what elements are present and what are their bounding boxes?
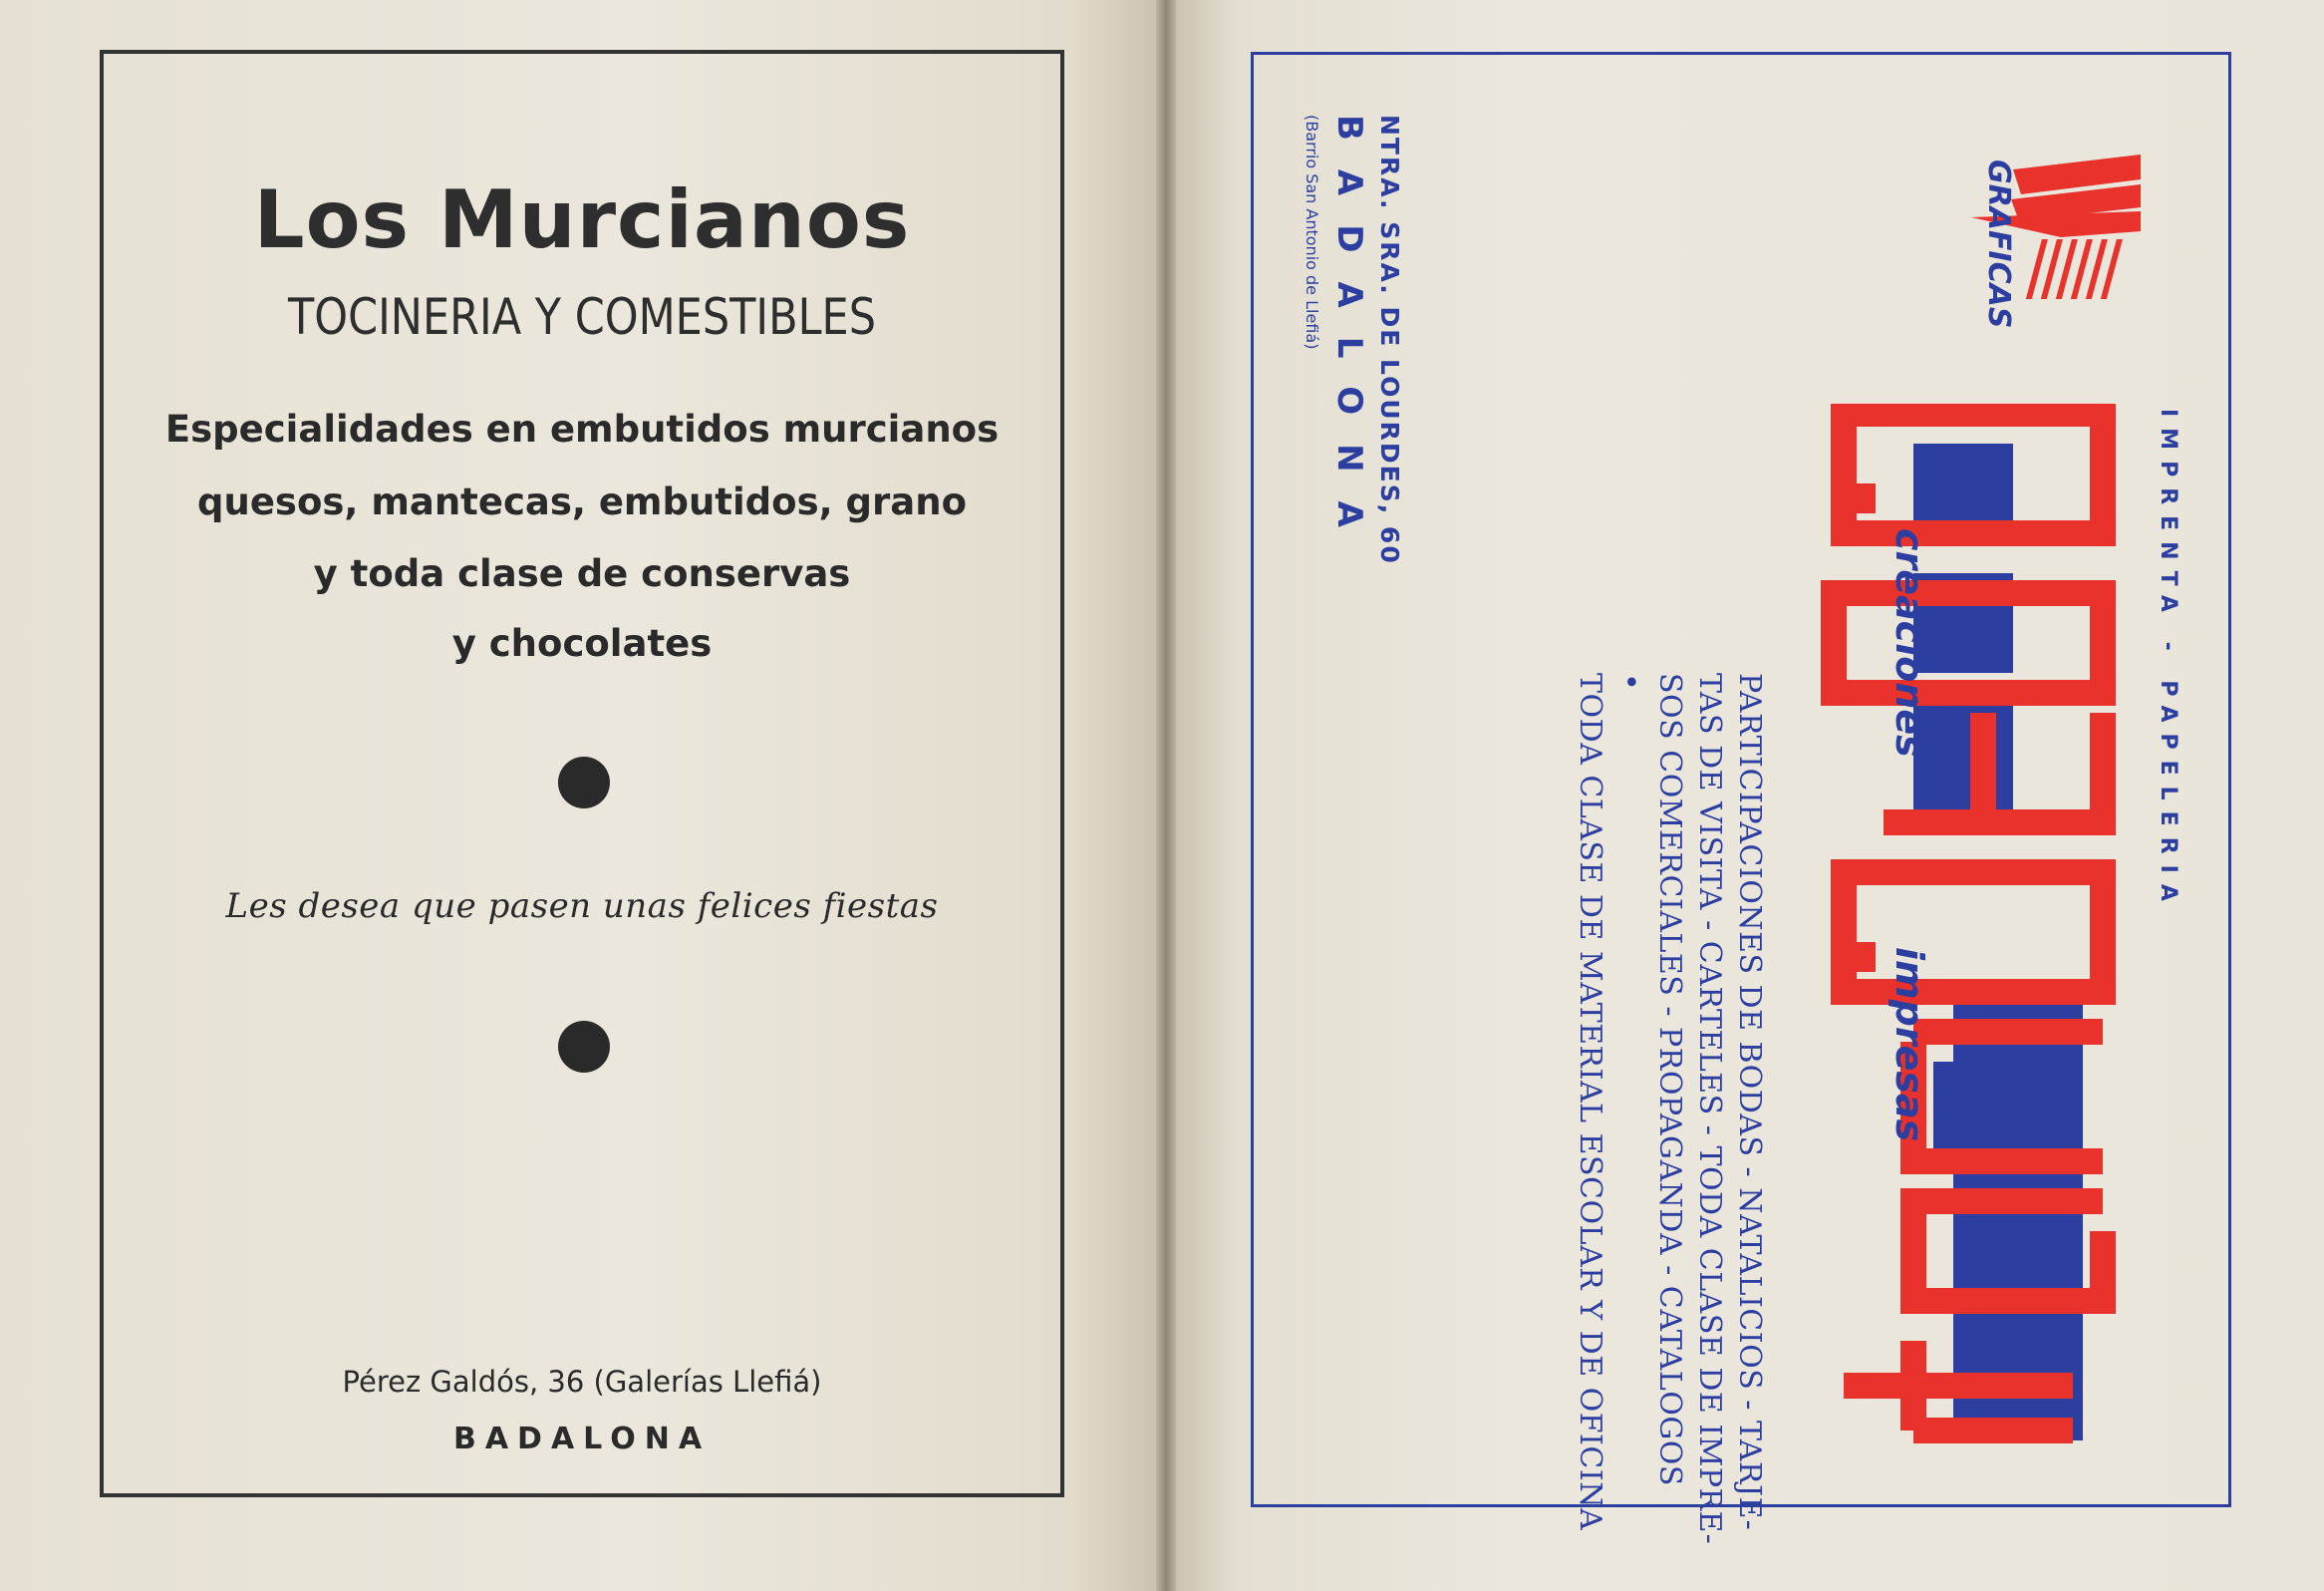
shop-address: Pérez Galdós, 36 (Galerías Llefiá) <box>342 1365 822 1399</box>
shop-city: BADALONA <box>452 1422 712 1456</box>
bullet-dot <box>558 757 610 808</box>
impresas-text: impresas <box>1888 947 1931 1142</box>
gongraf-logo <box>1814 404 2133 1450</box>
specialty-line: Especialidades en embutidos murcianos <box>164 408 1000 451</box>
los-murcianos-ad <box>100 50 1064 1497</box>
shop-subtitle: TOCINERIA Y COMESTIBLES <box>287 288 877 346</box>
specialty-line: quesos, mantecas, embutidos, grano <box>197 480 967 523</box>
impresas-label <box>1884 947 1943 1246</box>
tagline-text: IMPRENTA - PAPELERIA <box>2156 409 2180 912</box>
address-city: BADALONA <box>1329 115 1369 556</box>
tagline <box>2147 409 2186 987</box>
services-bullet: • <box>1612 673 1647 692</box>
services-list <box>1555 673 1767 1545</box>
book-gutter <box>1156 0 1176 1591</box>
creaciones-label <box>1884 528 1943 967</box>
bullet-dot <box>558 1021 610 1073</box>
address-district: (Barrio San Antonio de Llefiá) <box>1303 115 1321 350</box>
graficas-logo <box>1941 150 2151 369</box>
specialty-line: y toda clase de conservas <box>313 552 851 595</box>
address-street: NTRA. SRA. DE LOURDES, 60 <box>1375 115 1404 565</box>
services-line: SOS COMERCIALES - PROPAGANDA - CATALOGOS <box>1652 673 1687 1486</box>
services-line: TODA CLASE DE MATERIAL ESCOLAR Y DE OFICINA <box>1573 673 1607 1531</box>
ad-content <box>104 54 1060 1493</box>
graficas-label: GRAFICAS <box>1981 159 2016 329</box>
specialty-line: y chocolates <box>451 622 713 665</box>
creaciones-text: creaciones <box>1888 528 1931 758</box>
services-line: TAS DE VISITA - CARTELES - TODA CLASE DE IMPRE- <box>1692 673 1727 1545</box>
greeting-text: Les desea que pasen unas felices fiestas <box>225 886 939 926</box>
gongraf-address <box>1279 115 1404 583</box>
services-line: PARTICIPACIONES DE BODAS - NATALICIOS - TARJE- <box>1732 673 1767 1531</box>
shop-title: Los Murcianos <box>253 173 911 266</box>
